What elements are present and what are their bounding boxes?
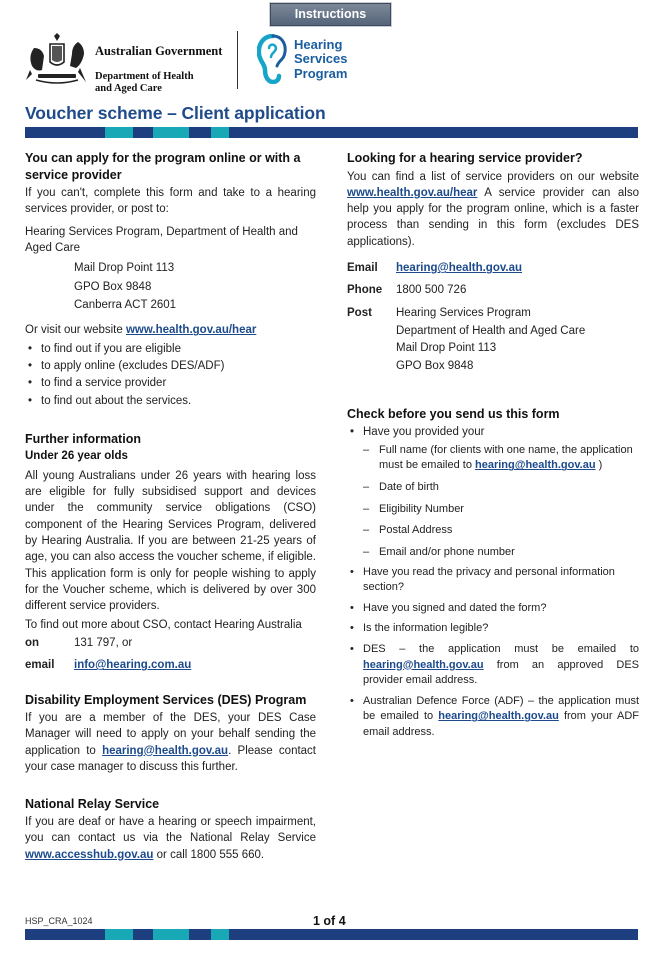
provider-email-row	[347, 260, 639, 276]
government-branding	[95, 43, 222, 96]
des-text-a: If you are a member of the DES, your DES Case Manager will need to apply on your behalf sending the application to	[25, 712, 316, 757]
des-email-link[interactable]: hearing@health.gov.au	[102, 744, 229, 757]
details-list	[347, 443, 639, 561]
left-column	[25, 150, 316, 863]
top-stripe	[25, 127, 638, 138]
checklist-item: • Have you read the privacy and personal information section?	[347, 565, 639, 596]
relay-text	[25, 814, 316, 863]
cso-email-link[interactable]: info@hearing.com.au	[74, 659, 192, 672]
apply-reasons-list	[25, 341, 316, 410]
list-item: • to find out if you are eligible	[25, 341, 316, 358]
under-26-heading: Under 26 year olds	[25, 450, 128, 463]
website-link[interactable]: www.health.gov.au/hear	[125, 324, 257, 337]
checklist-item: • Is the information legible?	[347, 621, 639, 637]
checklist-item	[347, 694, 639, 741]
cso-phone: 131 797, or	[74, 636, 133, 649]
provider-phone: 1800 500 726	[396, 284, 467, 297]
on-label: on	[25, 636, 40, 649]
header-divider	[237, 31, 238, 89]
form-id: HSP_CRA_1024	[25, 916, 93, 926]
address-line-1: Mail Drop Point 113	[74, 262, 175, 275]
email-label: email	[25, 659, 55, 672]
hsp-logo-text	[294, 38, 348, 81]
gov-name: Australian Government	[95, 44, 223, 58]
adf-check-text-b: from your ADF email address.	[363, 710, 639, 739]
phone-label: Phone	[347, 284, 383, 297]
relay-text-a: If you are deaf or have a hearing or speech impairment, you can contact us via the National Relay Service	[25, 815, 316, 845]
address-line-2: GPO Box 9848	[74, 280, 152, 293]
cso-contact-text: To find out more about CSO, contact Hearing Australia	[25, 618, 302, 631]
hsp-line-1: Hearing	[294, 37, 343, 52]
list-item: • to find out about the services.	[25, 393, 316, 410]
apply-heading: You can apply for the program online or with a service provider	[25, 151, 301, 182]
detail-item: – Eligibility Number	[347, 502, 639, 518]
address-line-3: Canberra ACT 2601	[74, 299, 177, 312]
detail-text-a: Full name (for clients with one name, the application must be emailed to	[379, 443, 633, 472]
visit-label: Or visit our website	[25, 324, 126, 337]
provider-email-link[interactable]: hearing@health.gov.au	[396, 262, 523, 275]
checklist-item	[347, 642, 639, 689]
further-info-heading: Further information	[25, 431, 141, 446]
coat-of-arms-icon	[24, 32, 90, 88]
instructions-button[interactable]: Instructions	[270, 3, 391, 26]
page-title: Voucher scheme – Client application	[25, 103, 326, 123]
des-text	[25, 710, 316, 775]
provider-text	[347, 169, 639, 251]
adf-check-email-link[interactable]: hearing@health.gov.au	[438, 710, 559, 723]
under-26-text: All young Australians under 26 years with hearing loss are eligible for fully subsidised support and devices under the community service obligations (CSO) component of the Hearing Services Program, delivered by Hearing Australia. If you are between 21-25 years of age, you can also access the voucher scheme, if eligible. This application form is only for people wishing to apply for the Voucher scheme, which is delivered by over 300 different service providers.	[25, 469, 316, 613]
adf-check-text-a: Australian Defence Force (ADF) – the application must be emailed to	[363, 694, 639, 723]
post-label: Post	[347, 306, 372, 319]
provider-text-a: You can find a list of service providers on our website	[347, 170, 639, 183]
des-heading: Disability Employment Services (DES) Program	[25, 692, 307, 707]
checklist	[347, 424, 639, 741]
checklist-text: Have you provided your	[363, 425, 485, 438]
bottom-stripe	[25, 929, 638, 940]
des-check-text-b: from an approved DES provider email address.	[363, 658, 639, 687]
post-line: Department of Health and Aged Care	[396, 324, 586, 337]
post-line: GPO Box 9848	[396, 360, 474, 373]
relay-text-b: or call 1800 555 660.	[153, 848, 265, 861]
detail-item	[347, 443, 639, 474]
apply-text: If you can't, complete this form and take to a hearing services provider, or post to:	[25, 187, 316, 216]
detail-item: – Email and/or phone number	[347, 545, 639, 561]
list-item: • to find a service provider	[25, 375, 316, 392]
detail-item: – Postal Address	[347, 523, 639, 539]
relay-heading: National Relay Service	[25, 797, 160, 812]
ear-logo-icon	[257, 34, 287, 84]
hsp-line-2: Services	[294, 51, 348, 67]
provider-post-row	[347, 305, 639, 376]
checklist-item	[347, 424, 639, 561]
hsp-line-3: Program	[294, 65, 348, 81]
department-name	[95, 71, 222, 96]
provider-text-b: A service provider can also help you apply for the program online, which is a faster process than sending in this form (excludes DES applications).	[347, 186, 639, 248]
provider-phone-row	[347, 282, 639, 298]
dept-line-2: and Aged Care	[95, 83, 162, 95]
detail-item: – Date of birth	[347, 480, 639, 496]
post-line: Mail Drop Point 113	[396, 342, 497, 355]
cso-email-row	[25, 657, 316, 673]
list-item: • to apply online (excludes DES/ADF)	[25, 358, 316, 375]
cso-phone-row	[25, 635, 316, 651]
des-check-email-link[interactable]: hearing@health.gov.au	[363, 658, 484, 671]
checklist-item: • Have you signed and dated the form?	[347, 601, 639, 617]
email-label: Email	[347, 262, 378, 275]
relay-link[interactable]: www.accesshub.gov.au	[25, 848, 154, 861]
des-check-text-a: DES – the application must be emailed to	[363, 642, 639, 655]
check-heading: Check before you send us this form	[347, 407, 560, 422]
dept-line-1: Department of Health	[95, 70, 194, 82]
des-text-b: . Please contact your case manager to discuss this further.	[25, 744, 317, 774]
postal-org: Hearing Services Program, Department of Health and Aged Care	[25, 225, 298, 254]
right-column	[347, 150, 639, 741]
provider-website-link[interactable]: www.health.gov.au/hear	[347, 186, 478, 199]
page-number: 1 of 4	[313, 914, 346, 928]
full-name-email-link[interactable]: hearing@health.gov.au	[475, 459, 596, 472]
detail-text-b: )	[595, 459, 603, 472]
postal-address	[25, 259, 316, 314]
provider-heading: Looking for a hearing service provider?	[347, 151, 583, 165]
post-line: Hearing Services Program	[396, 306, 531, 319]
visit-text	[25, 322, 316, 338]
provider-post-address	[396, 305, 639, 376]
